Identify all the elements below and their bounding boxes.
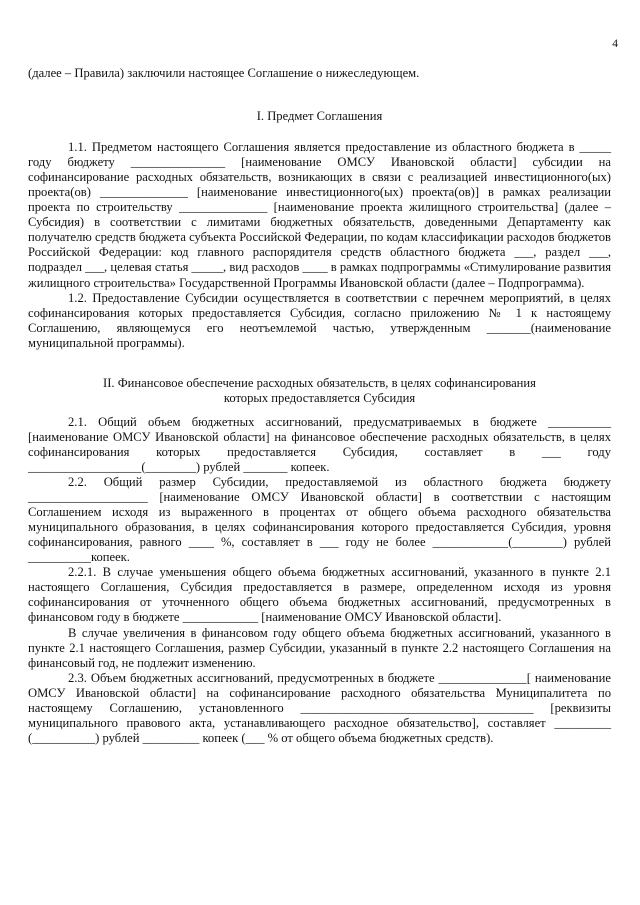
paragraph-2-2-1: 2.2.1. В случае уменьшения общего объема бюджетных ассигнований, указанного в пункте 2.1 настоящего Соглашения, Субсидия предоставляется в размере, определенном исходя из уровня софинансирования от уточненного общего объема бюджетных ассигнований, предусмотренных в финансовом году в бюджете ____________ [наименование ОМСУ Ивановской области]. [28, 565, 611, 625]
paragraph-1-1: 1.1. Предметом настоящего Соглашения является предоставление из областного бюджета в _____ году бюджету _______________ [наименование ОМСУ Ивановской области] субсидии на софинансирование расходных обязательств, возникающих в связи с реализацией инвестиционного(ых) проекта(ов) ______________ [наименование инвестиционного(ых) проекта(ов)] в рамках реализации проекта по строительству ______________ [наименование проекта жилищного строительства] (далее – Субсидия) в соответствии с лимитами бюджетных обязательств, доведенными Департаменту как получателю средств бюджета субъекта Российской Федерации, по кодам классификации расходов бюджетов Российской Федерации: код главного распорядителя средств областного бюджета ___, раздел ___, подраздел ___, целевая статья _____, вид расходов ____ в рамках подпрограммы «Стимулирование развития жилищного строительства» Государственной Программы Ивановской области (далее – Подпрограмма). [28, 140, 611, 290]
section-2-heading-line-1: II. Финансовое обеспечение расходных обязательств, в целях софинансирования [103, 375, 536, 390]
section-2-heading-line-2: которых предоставляется Субсидия [223, 390, 416, 405]
paragraph-2-3: 2.3. Объем бюджетных ассигнований, предусмотренных в бюджете ______________[ наименование ОМСУ Ивановской области] на софинансирование расходного обязательства Муниципалитета по настоящему Соглашению, установленного _____________________________________ [реквизиты муниципального правового акта, устанавливающего расходное обязательство], составляет _________ (__________) рублей _________ копеек (___ % от общего объема бюджетных средств). [28, 670, 611, 745]
paragraph-increase: В случае увеличения в финансовом году общего объема бюджетных ассигнований, указанного в пункте 2.1 настоящего Соглашения, размер Субсидии, указанный в пункте 2.2 настоящего Соглашения на финансовый год, не подлежит изменению. [28, 625, 611, 670]
paragraph-2-1: 2.1. Общий объем бюджетных ассигнований, предусматриваемых в бюджете __________ [наименование ОМСУ Ивановской области] на финансовое обеспечение расходных обязательств, в целях софинансирования которых предоставляется Субсидия, составляет в ___ году __________________(________) рублей _______ копеек. [28, 414, 611, 474]
page-number: 4 [612, 38, 618, 50]
intro-line: (далее – Правила) заключили настоящее Соглашение о нижеследующем. [28, 66, 420, 80]
document-body [28, 66, 611, 746]
section-1-heading: I. Предмет Соглашения [256, 109, 383, 124]
paragraph-1-2: 1.2. Предоставление Субсидии осуществляется в соответствии с перечнем мероприятий, в целях софинансирования которых предоставляется Субсидия, согласно приложению № 1 к настоящему Соглашению, являющемуся его неотъемлемой частью, утвержденным _______(наименование муниципальной программы). [28, 290, 611, 350]
paragraph-2-2: 2.2. Общий размер Субсидии, предоставляемой из областного бюджета бюджету ___________________ [наименование ОМСУ Ивановской области] в соответствии с настоящим Соглашением исходя из выраженного в процентах от общего объема расходного обязательства муниципального образования, в целях софинансирования которого предоставляется Субсидия, уровня софинансирования, равного ____ %, составляет в ___ году не более ____________(________) рублей __________копеек. [28, 475, 611, 565]
